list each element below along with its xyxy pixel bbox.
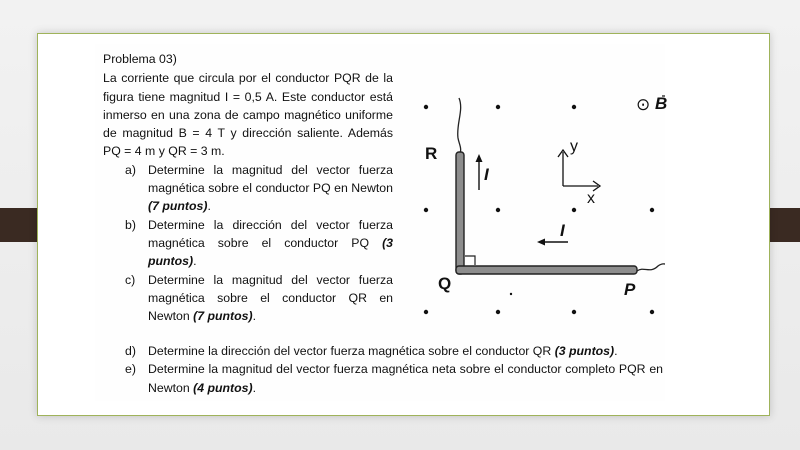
question-b xyxy=(103,216,393,271)
field-dot xyxy=(572,208,576,212)
question-points: (3 puntos) xyxy=(554,344,615,358)
problem-title: Problema 03) xyxy=(103,52,177,66)
label-current-vertical: I xyxy=(484,165,489,184)
problem-text-column xyxy=(103,50,393,325)
label-b: B xyxy=(655,94,668,113)
conductor-pq xyxy=(456,266,637,274)
field-dot xyxy=(496,310,500,314)
question-end: . xyxy=(252,309,256,324)
question-e xyxy=(103,360,663,397)
label-p: P xyxy=(624,280,636,299)
field-dot xyxy=(424,105,428,109)
label-y-axis: y xyxy=(570,138,578,155)
current-arrowhead-vertical xyxy=(476,154,483,162)
question-label: a) xyxy=(125,162,136,177)
field-dot xyxy=(424,208,428,212)
field-out-icon: ⊙ xyxy=(636,95,651,114)
field-dot xyxy=(650,208,654,212)
problem-statement: La corriente que circula por el conductor PQR de la figura tiene magnitud I = 0,5 A. Este conductor está inmerso en una zona de campo magnético uniforme de magnitud B = 4 T y dirección saliente. Además PQ = 4 m y QR = 3 m. xyxy=(103,71,393,159)
question-c xyxy=(103,271,393,326)
label-x-axis: x xyxy=(587,190,595,207)
label-current-horizontal: I xyxy=(560,221,565,240)
question-text: Determine la magnitud del vector fuerza magnética sobre el conductor QR en Newton xyxy=(148,272,393,324)
conductor-figure xyxy=(400,88,668,328)
field-dot xyxy=(572,105,576,109)
label-r: R xyxy=(425,144,438,163)
label-q: Q xyxy=(438,274,452,293)
question-a xyxy=(103,161,393,216)
question-d xyxy=(103,342,663,360)
lead-wire-right xyxy=(637,264,665,271)
question-text: Determine la magnitud del vector fuerza magnética sobre el conductor PQ en Newton xyxy=(148,162,393,196)
question-text: Determine la magnitud del vector fuerza magnética neta sobre el conductor completo PQR en Newton xyxy=(148,362,663,395)
question-label: c) xyxy=(125,272,136,287)
question-end: . xyxy=(614,344,618,358)
current-arrowhead-horizontal xyxy=(537,239,545,246)
question-text: Determine la dirección del vector fuerza magnética sobre el conductor PQ xyxy=(148,217,393,250)
question-label: e) xyxy=(125,362,136,377)
question-points: (7 puntos) xyxy=(148,199,208,214)
field-dot xyxy=(572,310,576,314)
question-points: (7 puntos) xyxy=(193,309,253,324)
field-dot xyxy=(510,293,512,295)
question-end: . xyxy=(193,254,197,269)
question-points: (4 puntos) xyxy=(193,380,253,395)
field-dot xyxy=(496,208,500,212)
question-points: (3 puntos) xyxy=(148,235,393,269)
field-dot xyxy=(496,105,500,109)
right-angle-mark xyxy=(465,256,475,265)
lead-wire-top xyxy=(458,98,461,154)
question-end: . xyxy=(252,380,256,395)
field-dot xyxy=(424,310,428,314)
question-label: b) xyxy=(125,217,136,232)
question-end: . xyxy=(207,199,211,214)
field-dot xyxy=(650,310,654,314)
wide-questions xyxy=(103,342,663,397)
conductor-qr xyxy=(456,152,464,274)
question-text: Determine la dirección del vector fuerza magnética sobre el conductor QR xyxy=(148,344,555,358)
question-label: d) xyxy=(125,344,136,358)
